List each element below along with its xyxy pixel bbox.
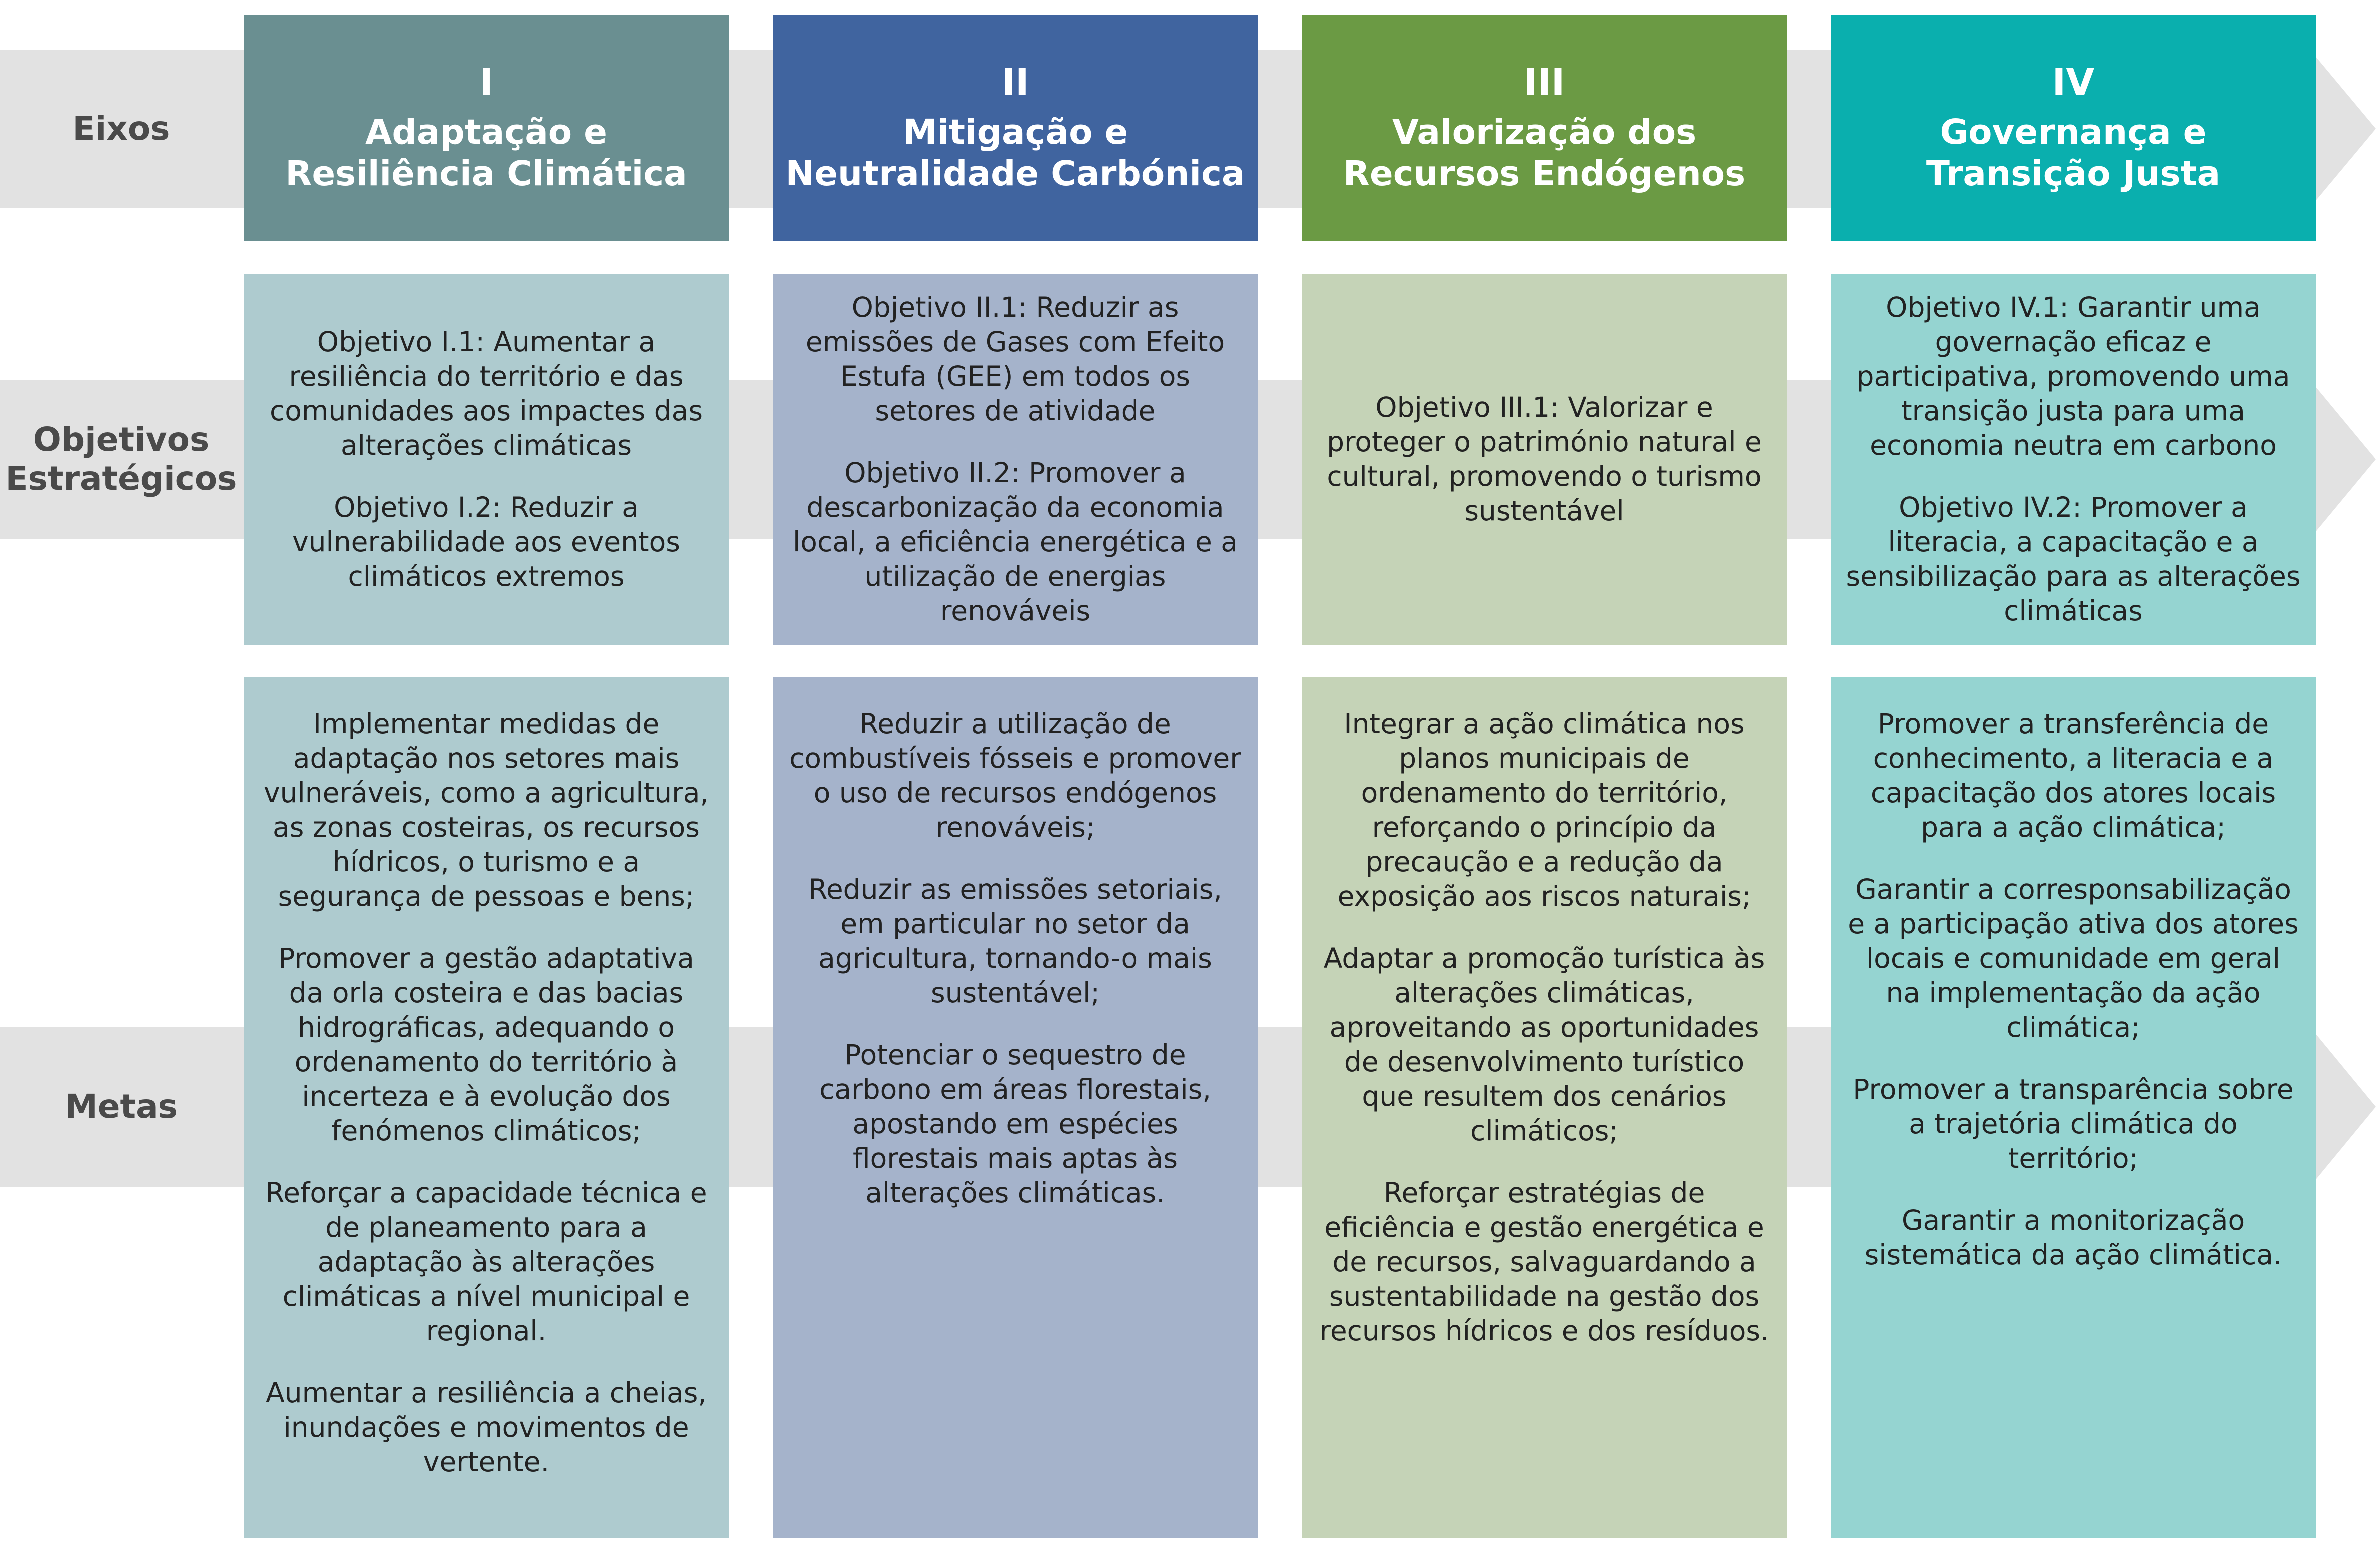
objective-text: Objetivo II.2: Promover a descarbonização da economia local, a eficiência energética e a utilização de energias renováveis (793, 457, 1238, 628)
axis-title: Mitigação e Neutralidade Carbónica (786, 112, 1246, 194)
goal-text: Promover a transparência sobre a trajetória climática do território; (1853, 1074, 2294, 1175)
axis-header (773, 15, 1258, 241)
objective-text: Objetivo IV.1: Garantir uma governação eficaz e participativa, promovendo uma transição justa para uma economia neutra em carbono (1856, 291, 2290, 462)
goal-text: Adaptar a promoção turística às alterações climáticas, aproveitando as oportunidades de desenvolvimento turístico que resultem dos cenários climáticos; (1324, 942, 1766, 1148)
axis-header (244, 15, 729, 241)
objectives-box (244, 274, 729, 645)
goal-text: Reforçar estratégias de eficiência e gestão energética e de recursos, salvaguardando a sustentabilidade na gestão dos recursos hídricos e dos resíduos. (1320, 1177, 1770, 1348)
goals-box (1302, 677, 1787, 1538)
goal-text: Reforçar a capacidade técnica e de planeamento para a adaptação às alterações climáticas a nível municipal e regional. (266, 1177, 708, 1348)
goals-box (244, 677, 729, 1538)
objectives-box (1831, 274, 2316, 645)
goal-text: Aumentar a resiliência a cheias, inundações e movimentos de vertente. (266, 1377, 707, 1478)
goal-text: Integrar a ação climática nos planos municipais de ordenamento do território, reforçando o princípio da precaução e a redução da exposição aos riscos naturais; (1338, 708, 1752, 913)
goal-text: Promover a gestão adaptativa da orla costeira e das bacias hidrográficas, adequando o ordenamento do território à incerteza e à evolução dos fenómenos climáticos; (278, 942, 694, 1148)
objective-text: Objetivo III.1: Valorizar e proteger o património natural e cultural, promovendo o turismo sustentável (1327, 391, 1762, 528)
axis-title: Adaptação e Resiliência Climática (286, 112, 688, 194)
axis-header (1302, 15, 1787, 241)
goal-text: Reduzir as emissões setoriais, em particular no setor da agricultura, tornando-o mais sustentável; (808, 874, 1222, 1010)
axis-numeral: IV (2052, 60, 2095, 104)
objective-text: Objetivo I.1: Aumentar a resiliência do território e das comunidades aos impactes das alterações climáticas (270, 326, 703, 462)
goals-box (1831, 677, 2316, 1538)
axis-numeral: III (1524, 60, 1566, 104)
row-label-eixos: Eixos (72, 110, 170, 148)
goals-box (773, 677, 1258, 1538)
goal-text: Implementar medidas de adaptação nos setores mais vulneráveis, como a agricultura, as zonas costeiras, os recursos hídricos, o turismo e a segurança de pessoas e bens; (264, 708, 709, 913)
axis-numeral: I (480, 60, 494, 104)
objective-text: Objetivo I.2: Reduzir a vulnerabilidade aos eventos climáticos extremos (292, 492, 680, 593)
objectives-box (773, 274, 1258, 645)
axis-numeral: II (1002, 60, 1030, 104)
goal-text: Promover a transferência de conhecimento, a literacia e a capacitação dos atores locais para a ação climática; (1870, 708, 2276, 844)
axis-title: Governança e Transição Justa (1926, 112, 2221, 194)
axis-title: Valorização dos Recursos Endógenos (1343, 112, 1746, 194)
objective-text: Objetivo II.1: Reduzir as emissões de Gases com Efeito Estufa (GEE) em todos os setores de atividade (806, 291, 1226, 427)
goal-text: Garantir a monitorização sistemática da ação climática. (1864, 1204, 2282, 1272)
goal-text: Reduzir a utilização de combustíveis fósseis e promover o uso de recursos endógenos renováveis; (790, 708, 1242, 844)
objective-text: Objetivo IV.2: Promover a literacia, a capacitação e a sensibilização para as alterações climáticas (1846, 492, 2301, 628)
goal-text: Garantir a corresponsabilização e a participação ativa dos atores locais e comunidade em geral na implementação da ação climática; (1848, 874, 2299, 1044)
objectives-box (1302, 274, 1787, 645)
axis-header (1831, 15, 2316, 241)
goal-text: Potenciar o sequestro de carbono em áreas florestais, apostando em espécies florestais mais aptas às alterações climáticas. (820, 1039, 1212, 1210)
row-label-metas: Metas (65, 1088, 178, 1126)
row-label-objetivos: Objetivos Estratégicos (6, 420, 238, 498)
